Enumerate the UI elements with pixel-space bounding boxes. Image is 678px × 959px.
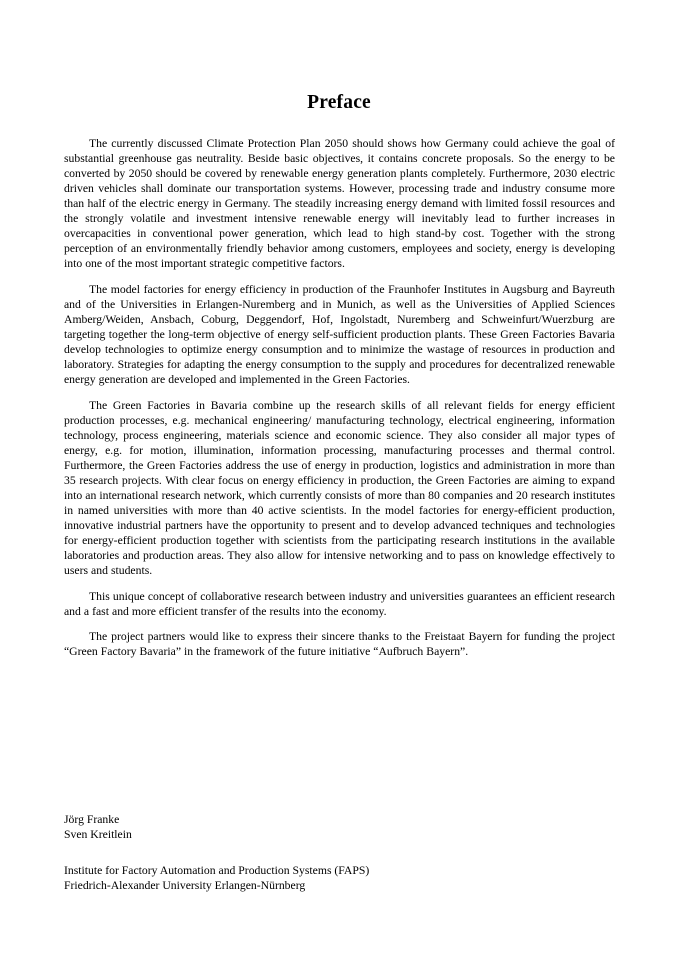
paragraph: The project partners would like to express their sincere thanks to the Freistaat Bayern for funding the project “Green Factory Bavaria” in the framework of the future initiative “Aufbruch Bayern”. bbox=[64, 630, 615, 659]
document-body bbox=[64, 136, 615, 660]
page-title: Preface bbox=[307, 92, 371, 114]
author-name: Sven Kreitlein bbox=[64, 828, 132, 842]
signature-authors bbox=[64, 812, 615, 842]
paragraph: The model factories for energy efficiency in production of the Fraunhofer Institutes in Augsburg and Bayreuth and of the Universities in Erlangen-Nuremberg and in Munich, as well as the Universities of Applied Sciences Amberg/Weiden, Ansbach, Coburg, Deggendorf, Hof, Ingolstadt, Nuremberg and Schweinfurt/Wuerzburg are targeting together the long-term objective of energy self-sufficient production plants. These Green Factories Bavaria develop technologies to optimize energy consumption and to minimize the wastage of resources in production and laboratory. Strategies for adapting the energy consumption to the supply and procedures for decentralized renewable energy generation are developed and implemented in the Green Factories. bbox=[64, 282, 615, 387]
paragraph: This unique concept of collaborative research between industry and universities guarantees an efficient research and a fast and more efficient transfer of the results into the economy. bbox=[64, 589, 615, 618]
affiliation-line: Friedrich-Alexander University Erlangen-Nürnberg bbox=[64, 879, 306, 893]
paragraph: The currently discussed Climate Protection Plan 2050 should shows how Germany could achieve the goal of substantial greenhouse gas neutrality. Beside basic objectives, it contains concrete proposals. So the energy to be converted by 2050 should be covered by renewable energy generation plants completely. Furthermore, 2030 electric driven vehicles shall dominate our transportation systems. However, processing trade and industry consume more than half of the electric energy in Germany. The steadily increasing energy demand with limited fossil resources and the strongly volatile and investment intensive renewable energy will inevitably lead to further increases in overcapacities in conventional power generation, which lead to high stand-by cost. Together with the strong perception of an environmentally friendly behavior among customers, employees and society, energy is developing into one of the most important strategic competitive factors. bbox=[64, 137, 615, 271]
signature-affiliation bbox=[64, 863, 615, 893]
affiliation-line: Institute for Factory Automation and Production Systems (FAPS) bbox=[64, 864, 370, 878]
author-name: Jörg Franke bbox=[64, 813, 120, 826]
signature-block bbox=[64, 812, 615, 893]
paragraph: The Green Factories in Bavaria combine up the research skills of all relevant fields for energy efficient production processes, e.g. mechanical engineering/ manufacturing technology, electrical engineering, information technology, process engineering, materials science and economic science. They also consider all major types of energy, e.g. for motion, illumination, information processing, manufacturing processes and thermal control. Furthermore, the Green Factories address the use of energy in production, logistics and administration in more than 35 research projects. With clear focus on energy efficiency in production, the Green Factories are aiming to expand into an international research network, which currently consists of more than 80 companies and 20 research institutes in named universities with more than 40 active scientists. In the model factories for energy-efficient production, innovative industrial partners have the opportunity to present and to develop advanced techniques and technologies for energy-efficient production together with scientists from the participating research institutions in the available laboratories and production areas. They also allow for intensive networking and to pass on knowledge effectively to users and students. bbox=[64, 398, 615, 578]
